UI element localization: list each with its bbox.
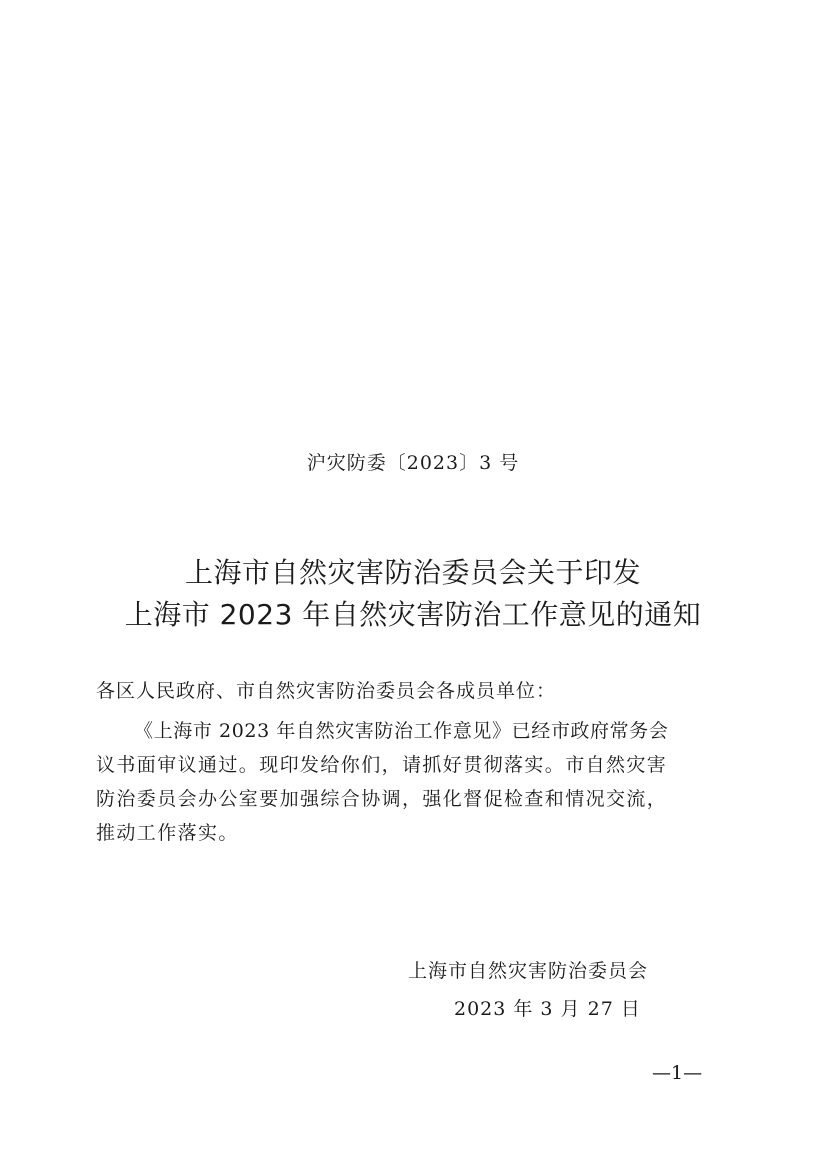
signature-block — [408, 952, 648, 1028]
body-paragraph — [96, 714, 726, 850]
document-title — [0, 552, 826, 636]
body-line-4: 推动工作落实。 — [96, 822, 239, 844]
document-number: 沪灾防委〔2023〕3 号 — [306, 452, 520, 474]
body-line-2: 议书面审议通过。现印发给你们，请抓好贯彻落实。市自然灾害 — [96, 754, 668, 776]
page-number: —1— — [652, 1062, 703, 1084]
salutation: 各区人民政府、市自然灾害防治委员会各成员单位： — [96, 680, 557, 702]
body-line-1: 《上海市 2023 年自然灾害防治工作意见》已经市政府常务会 — [134, 720, 669, 742]
title-line-1: 上海市自然灾害防治委员会关于印发 — [184, 556, 641, 589]
body-line-3: 防治委员会办公室要加强综合协调，强化督促检查和情况交流， — [96, 788, 668, 810]
signature-organization: 上海市自然灾害防治委员会 — [408, 960, 649, 982]
signature-date: 2023 年 3 月 27 日 — [454, 998, 641, 1020]
title-line-2: 上海市 2023 年自然灾害防治工作意见的通知 — [124, 598, 702, 631]
